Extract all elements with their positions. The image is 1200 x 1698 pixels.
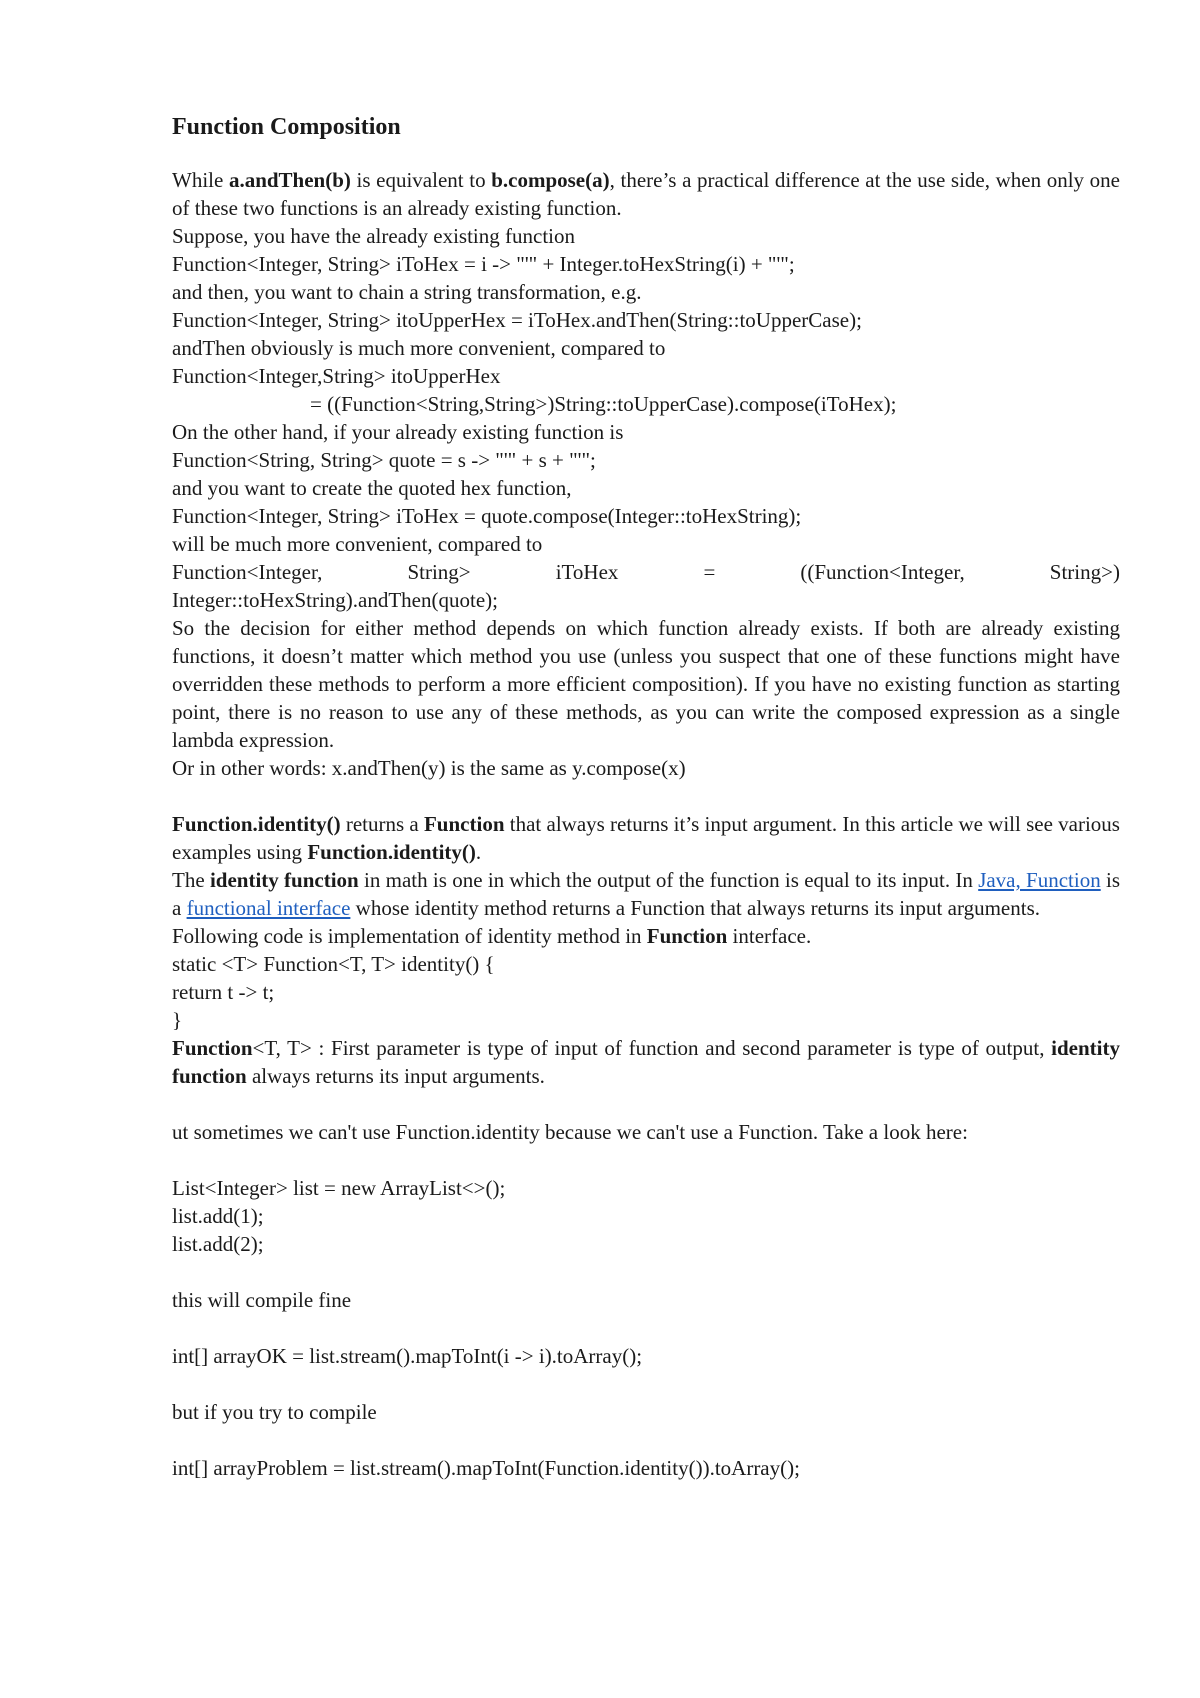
text-line: On the other hand, if your already existing function is bbox=[172, 420, 624, 444]
code-line: int[] arrayProblem = list.stream().mapToInt(Function.identity()).toArray(); bbox=[172, 1456, 800, 1480]
code-line: return t -> t; bbox=[172, 980, 275, 1004]
text: returns a bbox=[340, 812, 424, 836]
code-line: Function<String, String> quote = s -> "'" + s + "'"; bbox=[172, 448, 596, 472]
code-bold: a.andThen(b) bbox=[228, 168, 351, 192]
spacer bbox=[172, 782, 1120, 810]
code-bold: b.compose(a) bbox=[491, 168, 610, 192]
page-title: Function Composition bbox=[172, 114, 401, 140]
code-line: Function<Integer, String> iToHex = quote.compose(Integer::toHexString); bbox=[172, 504, 802, 528]
token: Function<Integer, bbox=[172, 560, 323, 584]
document-body bbox=[172, 112, 1120, 1482]
text: interface. bbox=[727, 924, 812, 948]
code-line: } bbox=[172, 1008, 183, 1032]
code-bold: Function.identity() bbox=[172, 812, 341, 836]
paragraph-math bbox=[172, 866, 1120, 922]
paragraph-intro bbox=[172, 166, 1120, 222]
code-line: Function<Integer, String> itoUpperHex = iToHex.andThen(String::toUpperCase); bbox=[172, 308, 862, 332]
text: is equivalent to bbox=[350, 168, 492, 192]
token: String>) bbox=[1049, 560, 1120, 584]
term-bold: identity function bbox=[209, 868, 359, 892]
text-line: will be much more convenient, compared to bbox=[172, 532, 543, 556]
code-line: Function<Integer, String> iToHex = i -> "'" + Integer.toHexString(i) + "'"; bbox=[172, 252, 795, 276]
code-line: Function<Integer,String> itoUpperHex bbox=[172, 364, 501, 388]
paragraph-params bbox=[172, 1034, 1120, 1090]
spacer bbox=[172, 1314, 1120, 1342]
text-line: ut sometimes we can't use Function.identity because we can't use a Function. Take a look here: bbox=[172, 1120, 968, 1144]
code-line: static <T> Function<T, T> identity() { bbox=[172, 952, 495, 976]
code-line: list.add(2); bbox=[172, 1232, 264, 1256]
term-bold: identity function bbox=[172, 1036, 1120, 1088]
text-line: andThen obviously is much more convenient, compared to bbox=[172, 336, 666, 360]
token: = bbox=[703, 560, 716, 584]
token: ((Function<Integer, bbox=[800, 560, 965, 584]
token: String> bbox=[407, 560, 471, 584]
term-bold: Function bbox=[646, 924, 728, 948]
code-line: List<Integer> list = new ArrayList<>(); bbox=[172, 1176, 506, 1200]
text-line: but if you try to compile bbox=[172, 1400, 377, 1424]
paragraph-identity bbox=[172, 810, 1120, 866]
text: The bbox=[172, 868, 210, 892]
text: . bbox=[475, 840, 482, 864]
text-line: Or in other words: x.andThen(y) is the same as y.compose(x) bbox=[172, 756, 686, 780]
functional-interface-link[interactable]: functional interface bbox=[186, 896, 351, 920]
paragraph-decision: So the decision for either method depends on which function already exists. If both are already existing functions, it doesn’t matter which method you use (unless you suspect that one of these functions might have overridden these methods to perform a more efficient composition). If you have no existing function as starting point, there is no reason to use any of these methods, as you can write the composed expression as a single lambda expression. bbox=[172, 616, 1120, 752]
text-line: this will compile fine bbox=[172, 1288, 352, 1312]
text: While bbox=[172, 168, 229, 192]
code-line: int[] arrayOK = list.stream().mapToInt(i -> i).toArray(); bbox=[172, 1344, 643, 1368]
text: that always returns it’s input argument. In this article we will see various examples using bbox=[172, 812, 1120, 864]
code-line: Integer::toHexString).andThen(quote); bbox=[172, 588, 498, 612]
text: in math is one in which the output of the function is equal to its input. In bbox=[358, 868, 979, 892]
text: is a bbox=[172, 868, 1121, 920]
code-bold: Function bbox=[423, 812, 505, 836]
text: , there’s a practical difference at the use side, when only one of these two functions is an already existing function. bbox=[172, 168, 1120, 220]
code-line-justified bbox=[172, 558, 1120, 586]
token: iToHex bbox=[555, 560, 619, 584]
code-bold: Function.identity() bbox=[307, 840, 476, 864]
spacer bbox=[172, 1146, 1120, 1174]
spacer bbox=[172, 1258, 1120, 1286]
spacer bbox=[172, 1370, 1120, 1398]
text-line: and then, you want to chain a string transformation, e.g. bbox=[172, 280, 642, 304]
text: Following code is implementation of identity method in bbox=[172, 924, 647, 948]
term-bold: Function bbox=[172, 1036, 253, 1060]
text: <T, T> : First parameter is type of input of function and second parameter is type of output, bbox=[252, 1036, 1052, 1060]
spacer bbox=[172, 1090, 1120, 1118]
code-line-indented: = ((Function<String,String>)String::toUpperCase).compose(iToHex); bbox=[310, 392, 897, 416]
java-function-link[interactable]: Java, Function bbox=[978, 868, 1101, 892]
text: always returns its input arguments. bbox=[246, 1064, 545, 1088]
text-line: and you want to create the quoted hex function, bbox=[172, 476, 572, 500]
code-line: list.add(1); bbox=[172, 1204, 264, 1228]
spacer bbox=[172, 1426, 1120, 1454]
text: whose identity method returns a Function that always returns its input arguments. bbox=[350, 896, 1040, 920]
text-line: Suppose, you have the already existing function bbox=[172, 224, 575, 248]
paragraph-following bbox=[172, 922, 1120, 950]
